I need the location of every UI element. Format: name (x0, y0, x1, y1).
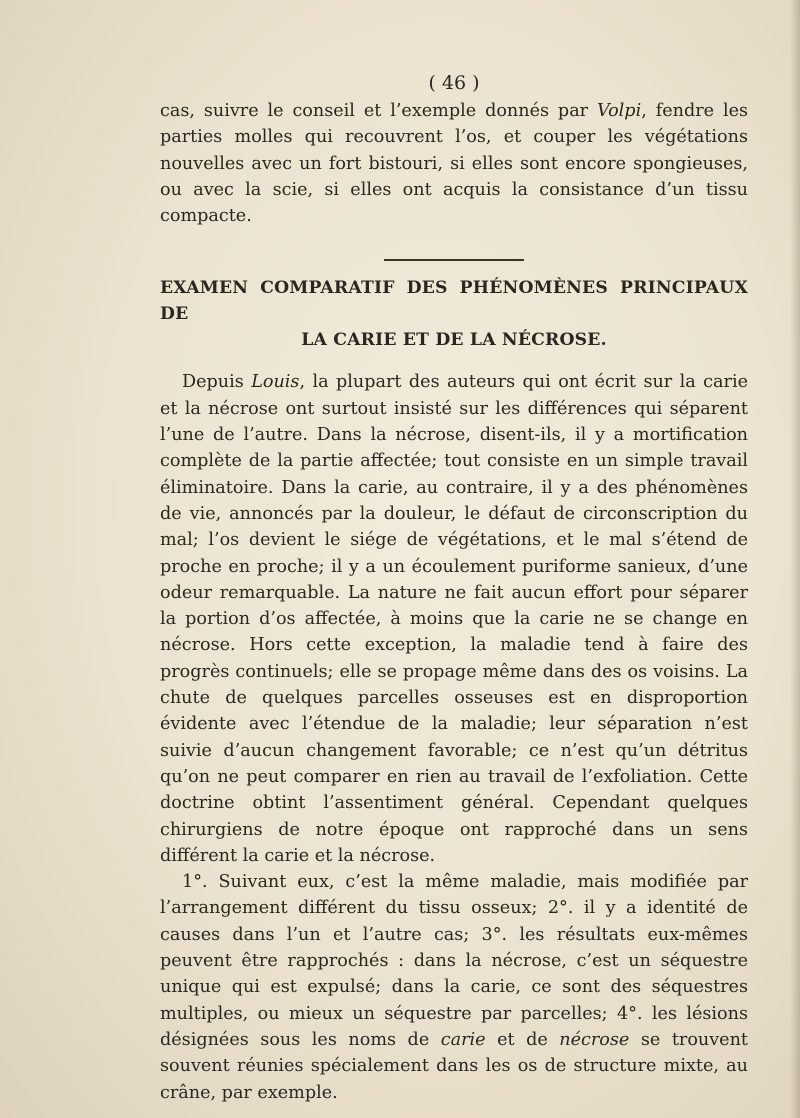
paragraph-1-text-b: , fendre les parties molles qui recouvrent l’os, et couper les végétations nouvelles avec un fort bistouri, si elles sont encore spongieuses, ou avec la scie, si elles ont acquis la consistance d’un tissu compacte. (160, 101, 749, 227)
paragraph-1 (160, 98, 748, 229)
page-number: ( 46 ) (428, 72, 480, 94)
paragraph-3-text-b: se trouvent souvent réunies spécialement dans les os de structure mixte, au crâne, par exemple. (160, 1029, 748, 1103)
page-text (160, 68, 748, 1106)
author-name-volpi: Volpi (597, 101, 642, 121)
paragraph-3-text-mid: et de (485, 1029, 560, 1050)
section-heading (160, 275, 748, 353)
paragraph-2 (160, 369, 748, 869)
section-divider (384, 259, 524, 261)
paragraph-2-text-b: , la plupart des auteurs qui ont écrit sur la carie et la nécrose ont surtout insisté sur les différences qui séparent l’une de l’autre. Dans la nécrose, disent-ils, il y a mortification complète de la partie affectée; tout consiste en un simple travail éliminatoire. Dans la carie, au contraire, il y a des phénomènes de vie, annoncés par la douleur, le défaut de circonscription du mal; l’os devient le siége de végétations, et le mal s’étend de proche en proche; il y a un écoulement puriforme sanieux, d’une odeur remarquable. La nature ne fait aucun effort pour séparer la portion d’os affectée, à moins que la carie ne se change en nécrose. Hors cette exception, la maladie tend à faire des progrès continuels; elle se propage même dans des os voisins. La chute de quelques parcelles osseuses est en disproportion évidente avec l’étendue de la maladie; leur séparation n’est suivie d’aucun changement favorable; ce n’est qu’un détritus qu’on ne peut comparer en rien au travail de l’exfoliation. Cette doctrine obtint l’assentiment général. Cependant quelques chirurgiens de notre époque ont rapproché dans un sens différent la carie et la nécrose. (160, 372, 748, 866)
section-heading-line-2: LA CARIE ET DE LA NÉCROSE. (301, 330, 607, 351)
term-necrose: nécrose (559, 1029, 630, 1050)
paragraph-2-text-a: Depuis (182, 372, 252, 393)
paragraph-3 (160, 869, 748, 1106)
paragraph-3-text-a: 1°. Suivant eux, c’est la même maladie, mais modifiée par l’arrangement différent du tissu osseux; 2°. il y a identité de causes dans l’un et l’autre cas; 3°. les résultats eux-mêmes peuvent être rapprochés : dans la nécrose, c’est un séquestre unique qui est expulsé; dans la carie, ce sont des séquestres multiples, ou mieux un séquestre par parcelles; 4°. les lésions désignées sous les noms de (160, 872, 748, 1050)
paragraph-1-text-a: cas, suivre le conseil et l’exemple donnés par (160, 101, 597, 121)
author-name-louis: Louis (251, 372, 300, 393)
term-carie: carie (440, 1029, 486, 1050)
page-edge-shadow (790, 0, 800, 1118)
section-heading-line-1: EXAMEN COMPARATIF DES PHÉNOMÈNES PRINCIPAUX DE (160, 278, 748, 325)
